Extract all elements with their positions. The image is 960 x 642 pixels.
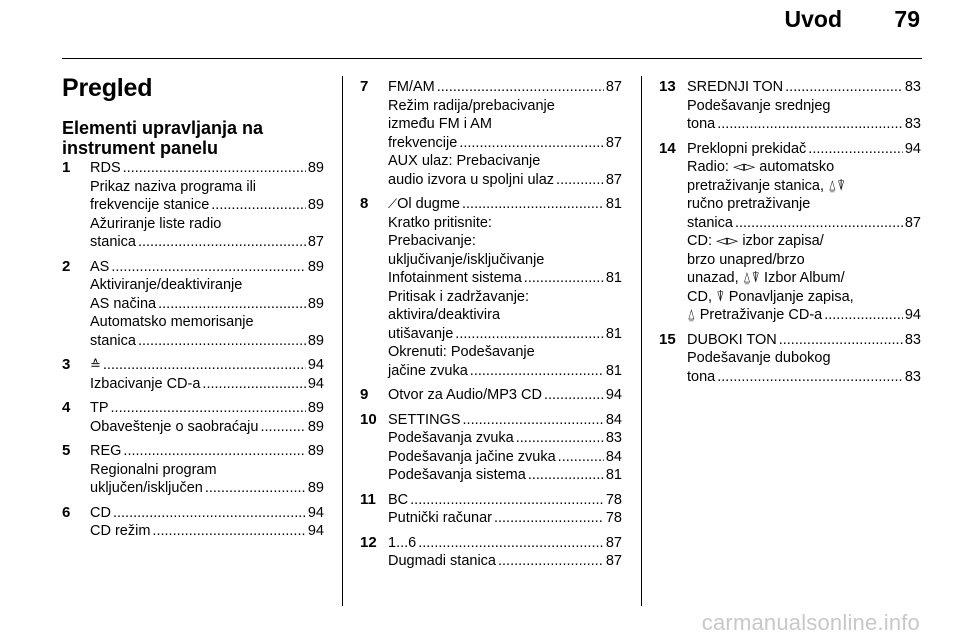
entry-text: Podešavanja jačine zvuka <box>388 448 556 465</box>
entry-text: Automatsko memorisanje <box>90 314 254 330</box>
dot-leader <box>524 269 604 288</box>
dot-leader <box>735 214 903 233</box>
dot-leader <box>556 171 604 190</box>
entry-line <box>687 251 921 270</box>
entry-line <box>90 233 324 252</box>
entry-number: 12 <box>360 533 377 551</box>
entry-text: uključivanje/isključivanje <box>388 251 545 268</box>
page-reference: 87 <box>605 134 622 151</box>
entry-text: Podešavanja sistema <box>388 467 526 483</box>
entry-line <box>687 78 921 97</box>
entry-line <box>687 195 921 214</box>
dot-leader <box>808 140 903 159</box>
dot-leader <box>202 375 305 394</box>
index-entry <box>360 386 622 405</box>
entry-text: 1...6 <box>388 534 417 551</box>
dot-leader <box>123 159 306 178</box>
entry-number: 6 <box>62 503 71 521</box>
dot-leader <box>779 331 903 350</box>
entry-line <box>90 258 324 277</box>
entry-text: SETTINGS <box>388 411 461 428</box>
entry-text: između FM i AM <box>388 116 492 132</box>
dot-leader <box>455 325 604 344</box>
entry-text: Podešavanje srednjeg <box>687 97 831 114</box>
dot-leader <box>103 356 306 375</box>
entry-number: 1 <box>62 159 71 176</box>
entry-line <box>388 306 622 325</box>
dot-leader <box>717 115 903 134</box>
dot-leader <box>111 258 306 277</box>
index-entry <box>360 195 622 380</box>
entry-number: 4 <box>62 399 71 416</box>
watermark: carmanualsonline.info <box>701 610 920 635</box>
entry-line <box>388 288 622 307</box>
entry-line <box>687 97 921 116</box>
entry-text: RDS <box>90 160 121 176</box>
page-reference: 83 <box>904 79 921 95</box>
entry-line <box>687 368 921 387</box>
entry-text: brzo unapred/brzo <box>687 251 805 268</box>
page-reference: 89 <box>307 258 324 275</box>
entry-text: stanica <box>90 234 136 250</box>
page-reference: 89 <box>307 332 324 349</box>
dot-leader <box>138 233 306 252</box>
control-symbol-icon: ⟋ <box>388 196 398 211</box>
entry-text: unazad, ⍙⍒ Izbor Album/ <box>687 270 845 286</box>
entry-line <box>388 429 622 448</box>
page-reference: 94 <box>307 357 324 373</box>
dot-leader <box>462 195 604 214</box>
entry-text: Regionalni program <box>90 461 217 478</box>
entry-line <box>687 288 921 307</box>
entry-text: DUBOKI TON <box>687 331 777 348</box>
entry-line <box>388 134 622 153</box>
dot-leader <box>260 418 305 437</box>
entry-text: Otvor za Audio/MP3 CD <box>388 387 542 403</box>
entry-text: Podešavanje dubokog <box>687 350 831 366</box>
entry-line <box>388 552 622 571</box>
entry-number: 8 <box>360 195 369 212</box>
entry-line <box>90 375 324 394</box>
index-entry <box>659 78 921 134</box>
entry-text: CD <box>90 504 111 521</box>
entry-text: FM/AM <box>388 79 435 95</box>
entry-text: Izbacivanje CD-a <box>90 375 201 392</box>
entry-text: Režim radija/prebacivanje <box>388 97 555 114</box>
page-reference: 81 <box>605 325 622 342</box>
entry-text: Kratko pritisnite: <box>388 214 492 231</box>
entry-text: frekvencije stanice <box>90 197 210 213</box>
entry-text: Okrenuti: Podešavanje <box>388 344 535 360</box>
entry-text: ručno pretraživanje <box>687 196 811 212</box>
entry-line <box>388 343 622 362</box>
entry-text: Ažuriranje liste radio <box>90 215 222 232</box>
dot-leader <box>205 479 306 498</box>
entry-line <box>90 196 324 215</box>
entry-text: AS <box>90 258 110 275</box>
entry-line <box>687 331 921 350</box>
entry-text: tona <box>687 368 716 385</box>
index-entry <box>62 399 324 436</box>
dot-leader <box>544 386 604 405</box>
page-reference: 94 <box>904 140 921 157</box>
page-reference: 89 <box>307 295 324 312</box>
page-reference: 89 <box>307 418 324 435</box>
page-reference: 89 <box>307 197 324 213</box>
entry-text: Podešavanja zvuka <box>388 430 514 446</box>
page-reference: 84 <box>605 448 622 465</box>
page-reference: 87 <box>307 234 324 250</box>
column-2 <box>360 78 622 577</box>
entry-line <box>687 306 921 325</box>
entry-text: Prikaz naziva programa ili <box>90 178 257 195</box>
entry-number: 11 <box>360 490 376 508</box>
entry-line <box>90 504 324 523</box>
dot-leader <box>494 509 604 528</box>
page-reference: 87 <box>605 171 622 188</box>
entry-number: 7 <box>360 78 369 95</box>
dot-leader <box>123 442 305 461</box>
dot-leader <box>211 196 306 215</box>
dot-leader <box>558 448 604 467</box>
page-reference: 89 <box>307 400 324 416</box>
entry-line <box>687 115 921 134</box>
entry-number: 10 <box>360 410 377 428</box>
entry-text: pretraživanje stanica, ⍙⍒ <box>687 177 846 194</box>
dot-leader <box>111 399 306 418</box>
column-divider <box>342 76 343 606</box>
page-reference: 87 <box>605 534 622 551</box>
entry-text: uključen/isključen <box>90 480 203 496</box>
entry-line <box>90 461 324 480</box>
entry-line <box>388 195 622 214</box>
entry-line <box>90 295 324 314</box>
index-entry <box>62 159 324 252</box>
page-reference: 81 <box>605 270 622 286</box>
page-number: 79 <box>894 6 920 32</box>
entry-line <box>388 325 622 344</box>
entry-text: jačine zvuka <box>388 362 468 379</box>
entry-line <box>90 178 324 197</box>
entry-line <box>687 214 921 233</box>
entry-number: 13 <box>659 78 676 95</box>
section-title: Pregled <box>62 74 153 102</box>
entry-line <box>687 269 921 288</box>
dot-leader <box>528 466 604 485</box>
entry-line <box>90 313 324 332</box>
index-entry <box>62 258 324 351</box>
page-reference: 94 <box>605 387 622 403</box>
page-reference: 89 <box>307 443 324 459</box>
entry-line <box>90 522 324 541</box>
entry-text: SREDNJI TON <box>687 79 784 95</box>
page-reference: 78 <box>605 510 622 526</box>
entry-text: stanica <box>90 332 136 349</box>
page-reference: 84 <box>605 411 622 428</box>
entry-text: stanica <box>687 214 733 231</box>
control-symbol-icon: ≙ <box>90 357 101 372</box>
dot-leader <box>410 491 604 510</box>
index-entry <box>62 442 324 498</box>
entry-number: 15 <box>659 330 676 348</box>
entry-line <box>388 411 622 430</box>
page-reference: 89 <box>307 480 324 496</box>
entry-number: 14 <box>659 139 676 157</box>
entry-line <box>388 509 622 528</box>
index-entry <box>360 491 622 528</box>
entry-number: 9 <box>360 386 369 403</box>
column-divider <box>641 76 642 606</box>
page-reference: 94 <box>307 375 324 392</box>
entry-text: ⍙ Pretraživanje CD-a <box>687 307 823 323</box>
dot-leader <box>113 504 306 523</box>
entry-text: Radio: ◅▻ automatsko <box>687 159 835 175</box>
entry-line <box>388 251 622 270</box>
dot-leader <box>516 429 604 448</box>
index-entry <box>659 331 921 387</box>
page-reference: 81 <box>605 362 622 379</box>
page-reference: 81 <box>605 467 622 483</box>
entry-text: audio izvora u spoljni ulaz <box>388 171 555 188</box>
entry-text: Aktiviranje/deaktiviranje <box>90 277 243 293</box>
entry-line <box>388 362 622 381</box>
entry-line <box>388 466 622 485</box>
entry-line <box>388 97 622 116</box>
entry-line <box>90 276 324 295</box>
page-reference: 94 <box>307 523 324 539</box>
page-reference: 83 <box>904 331 921 348</box>
entry-line <box>90 418 324 437</box>
entry-line <box>687 232 921 251</box>
index-entry <box>360 534 622 571</box>
entry-text: Preklopni prekidač <box>687 140 807 157</box>
entry-line <box>388 534 622 553</box>
entry-text: TP <box>90 400 109 416</box>
entry-text: utišavanje <box>388 325 454 342</box>
entry-line <box>388 448 622 467</box>
entry-line <box>90 479 324 498</box>
entry-text: Infotainment sistema <box>388 270 522 286</box>
dot-leader <box>418 534 604 553</box>
index-entry <box>360 411 622 485</box>
column-3 <box>659 78 921 392</box>
page-reference: 83 <box>605 430 622 446</box>
entry-number: 2 <box>62 257 71 275</box>
entry-text: Obaveštenje o saobraćaju <box>90 418 259 435</box>
entry-line <box>388 171 622 190</box>
entry-text: tona <box>687 116 716 132</box>
entry-text: Dugmadi stanica <box>388 553 496 569</box>
dot-leader <box>785 78 903 97</box>
entry-text: frekvencije <box>388 134 458 151</box>
entry-line <box>388 491 622 510</box>
header-rule <box>62 58 922 59</box>
dot-leader <box>717 368 903 387</box>
entry-text: AUX ulaz: Prebacivanje <box>388 153 541 169</box>
entry-number: 3 <box>62 356 71 373</box>
dot-leader <box>463 411 604 430</box>
page-reference: 89 <box>307 160 324 176</box>
entry-line <box>90 399 324 418</box>
index-entry <box>360 78 622 189</box>
entry-line <box>388 78 622 97</box>
entry-line <box>388 269 622 288</box>
subsection-title: Elementi upravljanja na instrument panelu <box>62 118 264 158</box>
entry-text: CD, ⍒ Ponavljanje zapisa, <box>687 288 854 305</box>
index-entry <box>659 140 921 325</box>
entry-line <box>388 214 622 233</box>
dot-leader <box>470 362 604 381</box>
page-reference: 94 <box>307 504 324 521</box>
entry-text: Putnički računar <box>388 510 492 526</box>
dot-leader <box>152 522 305 541</box>
page-reference: 87 <box>605 79 622 95</box>
page-reference: 81 <box>605 196 622 212</box>
entry-text: Ol dugme <box>397 196 460 212</box>
entry-line <box>687 349 921 368</box>
entry-line <box>90 332 324 351</box>
header-title: Uvod <box>784 6 842 32</box>
entry-line <box>388 232 622 251</box>
dot-leader <box>158 295 306 314</box>
entry-text: Pritisak i zadržavanje: <box>388 288 530 305</box>
page-reference: 87 <box>605 553 622 569</box>
entry-line <box>687 177 921 196</box>
entry-line <box>388 386 622 405</box>
entry-text: AS načina <box>90 295 157 312</box>
entry-line <box>388 152 622 171</box>
dot-leader <box>138 332 306 351</box>
page-reference: 78 <box>605 491 622 508</box>
page-reference: 87 <box>904 214 921 231</box>
entry-text: REG <box>90 443 122 459</box>
entry-line <box>90 442 324 461</box>
entry-line <box>90 356 324 375</box>
entry-text: CD režim <box>90 523 151 539</box>
page-reference: 94 <box>904 307 921 323</box>
page-reference: 83 <box>904 368 921 385</box>
entry-text: CD: ◅▻ izbor zapisa/ <box>687 233 824 249</box>
dot-leader <box>459 134 604 153</box>
dot-leader <box>824 306 903 325</box>
entry-line <box>90 215 324 234</box>
entry-text: BC <box>388 491 409 508</box>
entry-line <box>687 158 921 177</box>
entry-text: Prebacivanje: <box>388 233 476 249</box>
page-reference: 83 <box>904 116 921 132</box>
entry-line <box>687 140 921 159</box>
dot-leader <box>437 78 604 97</box>
entry-line <box>90 159 324 178</box>
entry-text: aktivira/deaktivira <box>388 307 501 323</box>
column-1 <box>62 159 324 547</box>
entry-number: 5 <box>62 442 71 459</box>
entry-line <box>388 115 622 134</box>
index-entry <box>62 356 324 393</box>
index-entry <box>62 504 324 541</box>
dot-leader <box>498 552 604 571</box>
